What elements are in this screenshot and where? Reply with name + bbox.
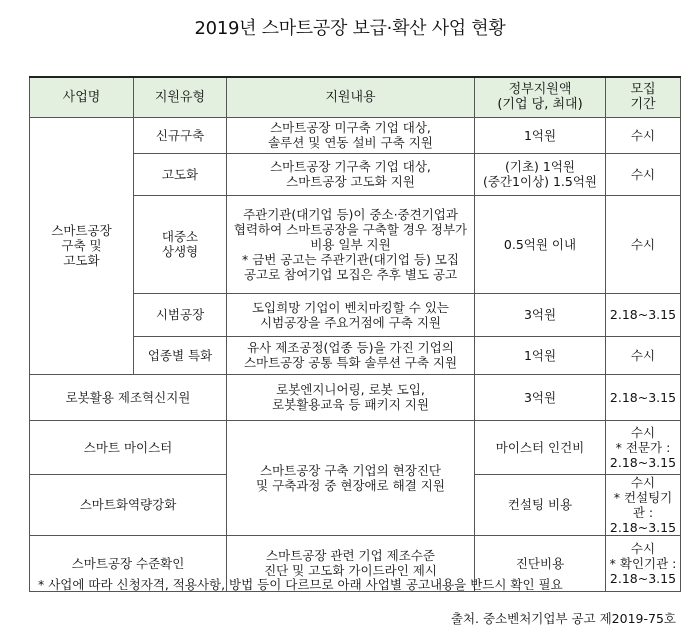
table-row (30, 374, 681, 420)
amount-cell: 마이스터 인건비 (475, 420, 606, 474)
amount-cell: 3억원 (475, 293, 606, 336)
content-cell: 스마트공장 관련 기업 제조수준 진단 및 고도화 가이드라인 제시 (227, 535, 475, 591)
amount-cell: 컨설팅 비용 (475, 474, 606, 535)
header-type: 지원유형 (134, 77, 227, 117)
period-cell: 수시 * 전문가 : 2.18~3.15 (606, 420, 681, 474)
amount-cell: 0.5억원 이내 (475, 195, 606, 293)
footnote: * 사업에 따라 신청자격, 적용사항, 방법 등이 다르므로 아래 사업별 공고내용을 반드시 확인 필요 (38, 577, 563, 592)
header-amount: 정부지원액 (기업 당, 최대) (475, 77, 606, 117)
period-cell: 수시 * 컨설팅기관 : 2.18~3.15 (606, 474, 681, 535)
content-cell: 로봇엔지니어링, 로봇 도입, 로봇활용교육 등 패키지 지원 (227, 374, 475, 420)
period-cell: 수시 * 확인기관 : 2.18~3.15 (606, 535, 681, 591)
period-cell: 수시 (606, 153, 681, 195)
header-program: 사업명 (30, 77, 134, 117)
period-cell: 수시 (606, 195, 681, 293)
content-cell: 스마트공장 미구축 기업 대상, 솔루션 및 연동 설비 구축 지원 (227, 117, 475, 153)
header-content: 지원내용 (227, 77, 475, 117)
content-cell: 유사 제조공정(업종 등)을 가진 기업의 스마트공장 공통 특화 솔루션 구축 지원 (227, 336, 475, 374)
page-title: 2019년 스마트공장 보급·확산 사업 현황 (194, 18, 506, 39)
source-citation: 출처. 중소벤처기업부 공고 제2019-75호 (450, 611, 676, 626)
amount-cell: (기초) 1억원 (중간1이상) 1.5억원 (475, 153, 606, 195)
type-cell: 시범공장 (134, 293, 227, 336)
period-cell: 2.18~3.15 (606, 293, 681, 336)
period-cell: 수시 (606, 336, 681, 374)
type-cell: 업종별 특화 (134, 336, 227, 374)
period-cell: 2.18~3.15 (606, 374, 681, 420)
program-name-cell: 스마트 마이스터 (30, 420, 227, 474)
program-table (29, 76, 681, 592)
header-period: 모집 기간 (606, 77, 681, 117)
amount-cell: 1억원 (475, 117, 606, 153)
program-name-cell: 로봇활용 제조혁신지원 (30, 374, 227, 420)
period-cell: 수시 (606, 117, 681, 153)
program-name-cell: 스마트공장 구축 및 고도화 (30, 117, 134, 374)
program-name-cell: 스마트화역량강화 (30, 474, 227, 535)
table-header-row (30, 77, 681, 117)
amount-cell: 진단비용 (475, 535, 606, 591)
content-cell: 주관기관(대기업 등)이 중소·중견기업과 협력하여 스마트공장을 구축할 경우 정부가 비용 일부 지원 * 금번 공고는 주관기관(대기업 등) 모집 공고로 참여기업 모집은 추후 별도 공고 (227, 195, 475, 293)
table-row (30, 420, 681, 474)
content-cell: 스마트공장 기구축 기업 대상, 스마트공장 고도화 지원 (227, 153, 475, 195)
program-name-cell: 스마트공장 수준확인 (30, 535, 227, 591)
content-cell: 스마트공장 구축 기업의 현장진단 및 구축과정 중 현장애로 해결 지원 (227, 420, 475, 535)
table-row (30, 117, 681, 153)
type-cell: 신규구축 (134, 117, 227, 153)
type-cell: 대중소 상생형 (134, 195, 227, 293)
type-cell: 고도화 (134, 153, 227, 195)
amount-cell: 3억원 (475, 374, 606, 420)
amount-cell: 1억원 (475, 336, 606, 374)
content-cell: 도입희망 기업이 벤치마킹할 수 있는 시범공장을 주요거점에 구축 지원 (227, 293, 475, 336)
